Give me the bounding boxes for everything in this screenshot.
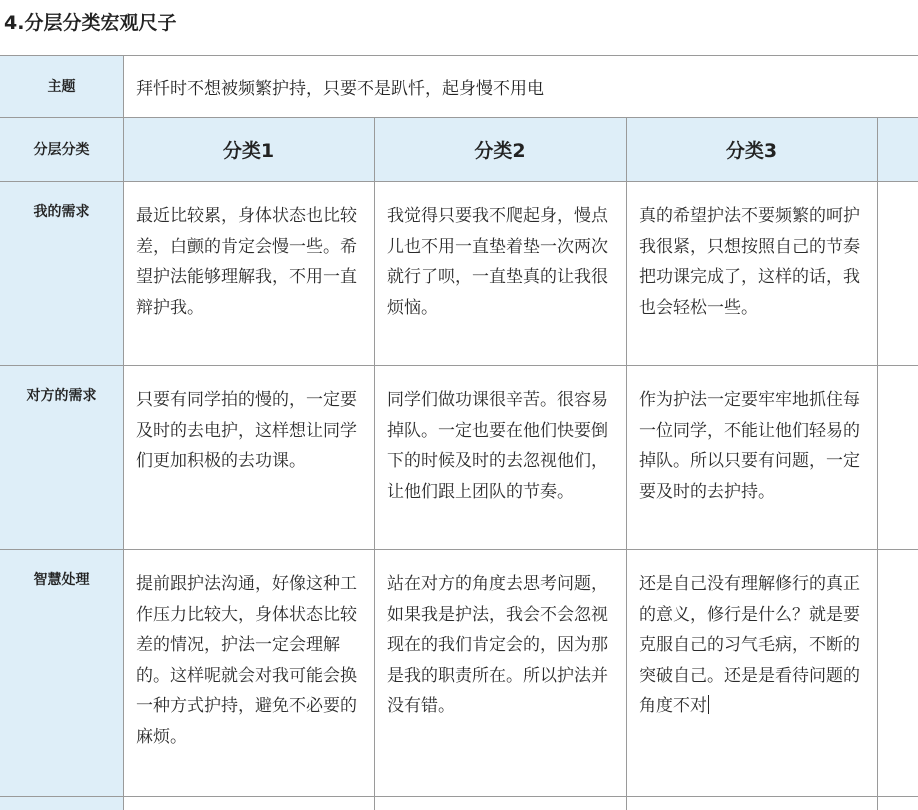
grid-line	[0, 549, 918, 550]
grid-line	[374, 117, 375, 810]
topic-value-cell	[123, 55, 918, 117]
row-label-cell-wise-handling	[0, 549, 123, 796]
table-cell: 我觉得只要我不爬起身，慢点儿也不用一直垫着垫一次两次就行了呗，一直垫真的让我很烦恼。	[387, 206, 608, 318]
category-label-cell	[0, 117, 123, 181]
text-caret	[708, 695, 709, 714]
grid-line	[0, 796, 918, 797]
row-label-other-needs: 对方的需求	[26, 388, 97, 404]
table-cell: 真的希望护法不要频繁的呵护我很紧，只想按照自己的节奏把功课完成了，这样的话，我也会轻松一些。	[639, 206, 860, 318]
topic-value: 拜忏时不想被频繁护持，只要不是趴忏，起身慢不用电	[136, 78, 544, 99]
grid-line	[0, 365, 918, 366]
table-cell: 只要有同学拍的慢的，一定要及时的去电护，这样想让同学们更加积极的去功课。	[136, 390, 357, 471]
column-header-extra	[877, 117, 918, 181]
document-title: 4.分层分类宏观尺子	[4, 12, 177, 34]
row-label-cell-next	[0, 796, 123, 810]
row-label-my-needs: 我的需求	[33, 204, 90, 220]
column-header-3-label: 分类3	[725, 139, 778, 162]
topic-label-cell	[0, 55, 123, 117]
column-header-2	[374, 117, 626, 181]
row-label-cell-my-needs	[0, 181, 123, 365]
table-cell-editing[interactable]	[626, 549, 877, 796]
table-cell: 最近比较累，身体状态也比较差，白颤的肯定会慢一些。希望护法能够理解我，不用一直辩护我。	[136, 206, 357, 318]
category-label: 分层分类	[33, 142, 90, 158]
column-header-3	[626, 117, 877, 181]
topic-label: 主题	[47, 79, 76, 95]
grid-line	[626, 117, 627, 810]
column-header-1	[123, 117, 374, 181]
column-header-1-label: 分类1	[222, 139, 275, 162]
table-cell: 同学们做功课很辛苦。很容易掉队。一定也要在他们快要倒下的时候及时的去忽视他们，让他们跟上团队的节奏。	[387, 390, 608, 502]
grid-line	[0, 55, 918, 56]
table-cell: 站在对方的角度去思考问题，如果我是护法，我会不会忽视现在的我们肯定会的，因为那是我的职责所在。所以护法并没有错。	[387, 574, 608, 716]
table-cell-text: 还是自己没有理解修行的真正的意义，修行是什么？就是要克服自己的习气毛病，不断的突破自己。还是是看待问题的角度不对	[639, 574, 860, 716]
row-label-cell-other-needs	[0, 365, 123, 549]
grid-line	[0, 181, 918, 182]
grid-line	[877, 117, 878, 810]
row-label-wise-handling: 智慧处理	[33, 572, 90, 588]
grid-line	[0, 117, 918, 118]
table-cell: 作为护法一定要牢牢地抓住每一位同学，不能让他们轻易的掉队。所以只要有问题，一定要及时的去护持。	[639, 390, 860, 502]
grid-line	[123, 55, 124, 810]
column-header-2-label: 分类2	[474, 139, 526, 162]
table-cell: 提前跟护法沟通，好像这种工作压力比较大，身体状态比较差的情况，护法一定会理解的。这样呢就会对我可能会换一种方式护持，避免不必要的麻烦。	[136, 574, 357, 747]
